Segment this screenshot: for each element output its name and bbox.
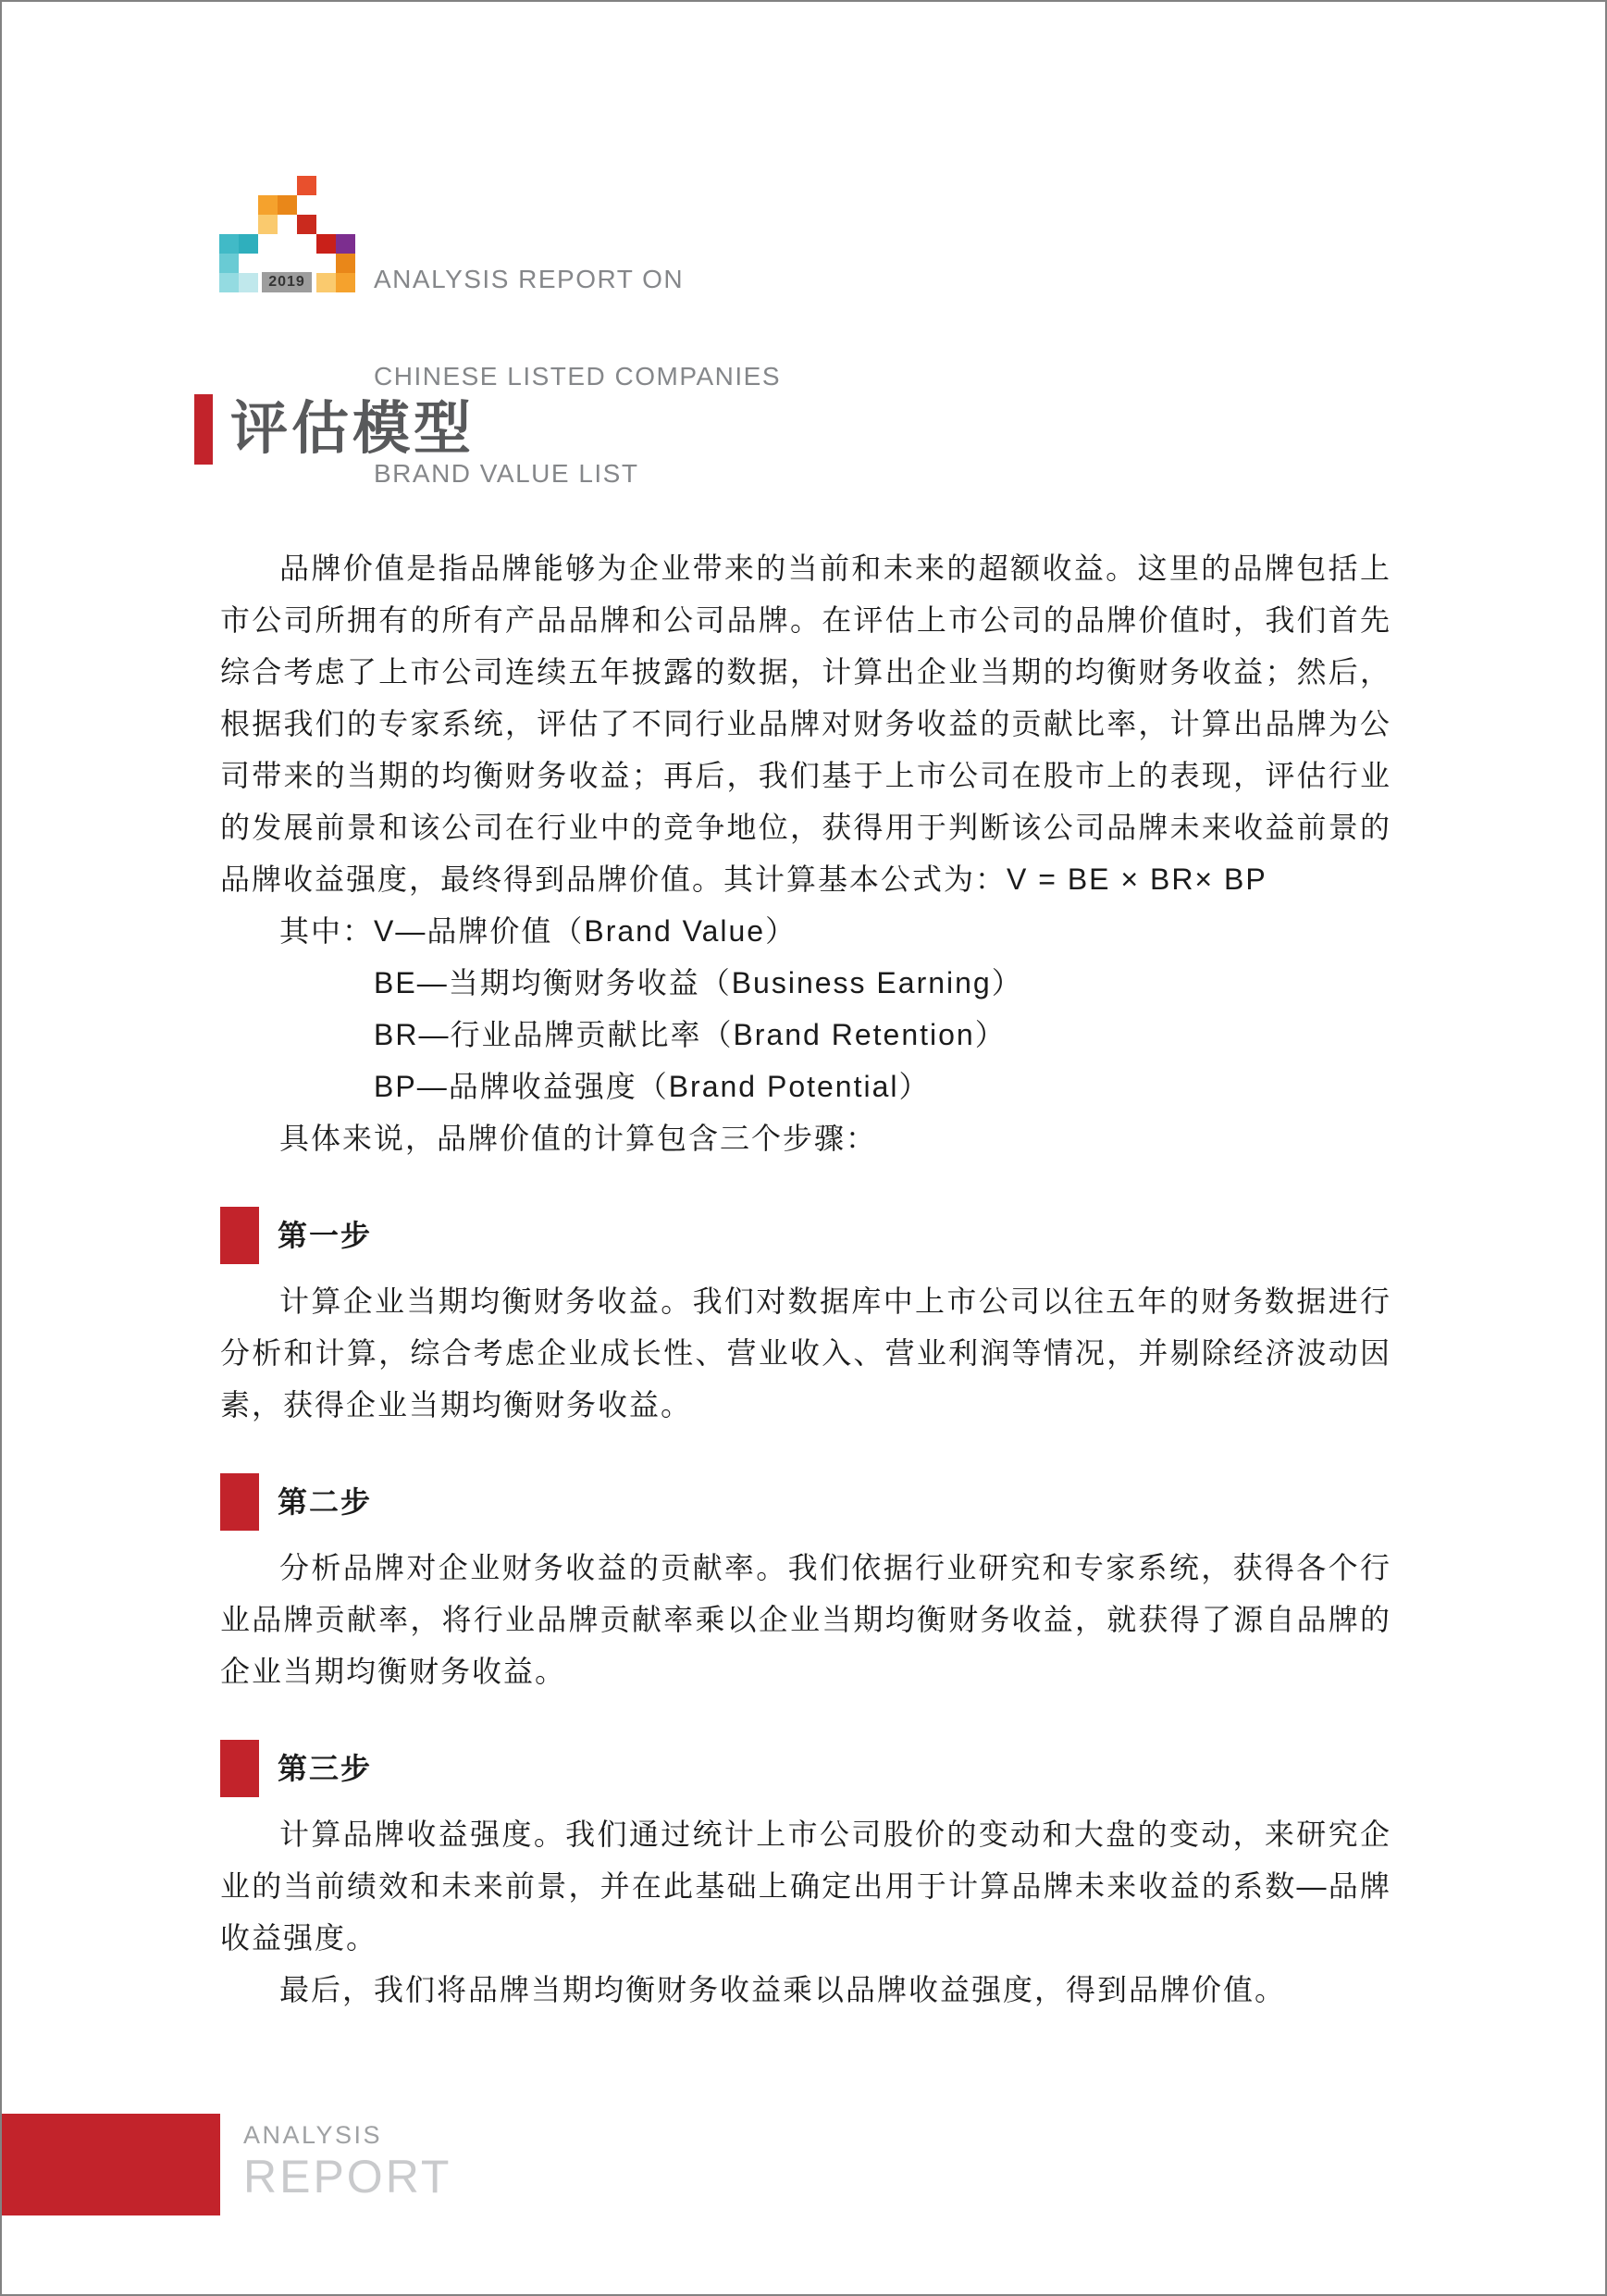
- step-paragraph-1: 计算企业当期均衡财务收益。我们对数据库中上市公司以往五年的财务数据进行分析和计算，综合考虑企业成长性、营业收入、营业利润等情况，并剔除经济波动因素，获得企业当期均衡财务收益。: [220, 1285, 1391, 1421]
- logo-square: [239, 273, 258, 292]
- logo-square: [336, 234, 355, 254]
- logo-wordmark-line: ANALYSIS REPORT ON: [374, 265, 685, 293]
- logo-square: [219, 273, 239, 292]
- formula-definition: BR—行业品牌贡献比率（Brand Retention）: [374, 1018, 1007, 1051]
- step-heading-1: [220, 1207, 1391, 1264]
- step-label: 第二步: [278, 1485, 373, 1519]
- logo-square: [316, 273, 336, 292]
- logo-wordmark: [374, 198, 781, 554]
- step-heading-3: [220, 1740, 1391, 1797]
- logo-square: [258, 195, 278, 215]
- formula-definition: 其中：V—品牌价值（Brand Value）: [279, 914, 797, 948]
- logo-wordmark-line: BRAND VALUE LIST: [374, 459, 639, 488]
- step-heading-2: [220, 1473, 1391, 1531]
- page-title: 评估模型: [230, 397, 476, 461]
- footer-wordmark: [243, 2119, 451, 2203]
- footer-analysis-label: ANALYSIS: [243, 2121, 383, 2149]
- logo-square: [258, 215, 278, 234]
- footer-report-label: REPORT: [243, 2151, 452, 2203]
- logo-square: [336, 273, 355, 292]
- closing-paragraph: 最后，我们将品牌当期均衡财务收益乘以品牌收益强度，得到品牌价值。: [279, 1973, 1287, 2006]
- step-marker: [220, 1473, 259, 1531]
- logo-square: [336, 254, 355, 273]
- logo-square: [278, 195, 297, 215]
- step-marker: [220, 1740, 259, 1797]
- logo-square: [316, 234, 336, 254]
- logo-year-badge: 2019: [262, 272, 312, 292]
- formula-definition: BE—当期均衡财务收益（Business Earning）: [374, 966, 1023, 999]
- formula-definition: BP—品牌收益强度（Brand Potential）: [374, 1070, 931, 1103]
- body-content: [220, 542, 1391, 2016]
- logo-square: [297, 215, 316, 234]
- logo-mosaic: [219, 176, 355, 292]
- logo-square: [239, 234, 258, 254]
- steps-intro: 具体来说，品牌价值的计算包含三个步骤：: [279, 1122, 878, 1155]
- logo-square: [219, 254, 239, 273]
- step-marker: [220, 1207, 259, 1264]
- logo-square: [297, 176, 316, 195]
- step-label: 第一步: [278, 1219, 373, 1252]
- step-paragraph-3: 计算品牌收益强度。我们通过统计上市公司股价的变动和大盘的变动，来研究企业的当前绩效和未来前景，并在此基础上确定出用于计算品牌未来收益的系数—品牌收益强度。: [220, 1818, 1391, 1955]
- logo-square: [219, 234, 239, 254]
- logo-wordmark-line: CHINESE LISTED COMPANIES: [374, 362, 782, 391]
- footer-red-block: [2, 2114, 220, 2215]
- step-label: 第三步: [278, 1752, 373, 1785]
- step-paragraph-2: 分析品牌对企业财务收益的贡献率。我们依据行业研究和专家系统，获得各个行业品牌贡献率，将行业品牌贡献率乘以企业当期均衡财务收益，就获得了源自品牌的企业当期均衡财务收益。: [220, 1551, 1391, 1688]
- title-accent-bar: [194, 394, 213, 465]
- section-title-row: [194, 394, 475, 465]
- intro-paragraph: 品牌价值是指品牌能够为企业带来的当前和未来的超额收益。这里的品牌包括上市公司所拥有的所有产品品牌和公司品牌。在评估上市公司的品牌价值时，我们首先综合考虑了上市公司连续五年披露的数据，计算出企业当期的均衡财务收益；然后，根据我们的专家系统，评估了不同行业品牌对财务收益的贡献比率，计算出品牌为公司带来的当期的均衡财务收益；再后，我们基于上市公司在股市上的表现，评估行业的发展前景和该公司在行业中的竞争地位，获得用于判断该公司品牌未来收益前景的品牌收益强度，最终得到品牌价值。其计算基本公式为：V = BE × BR× BP: [220, 552, 1391, 896]
